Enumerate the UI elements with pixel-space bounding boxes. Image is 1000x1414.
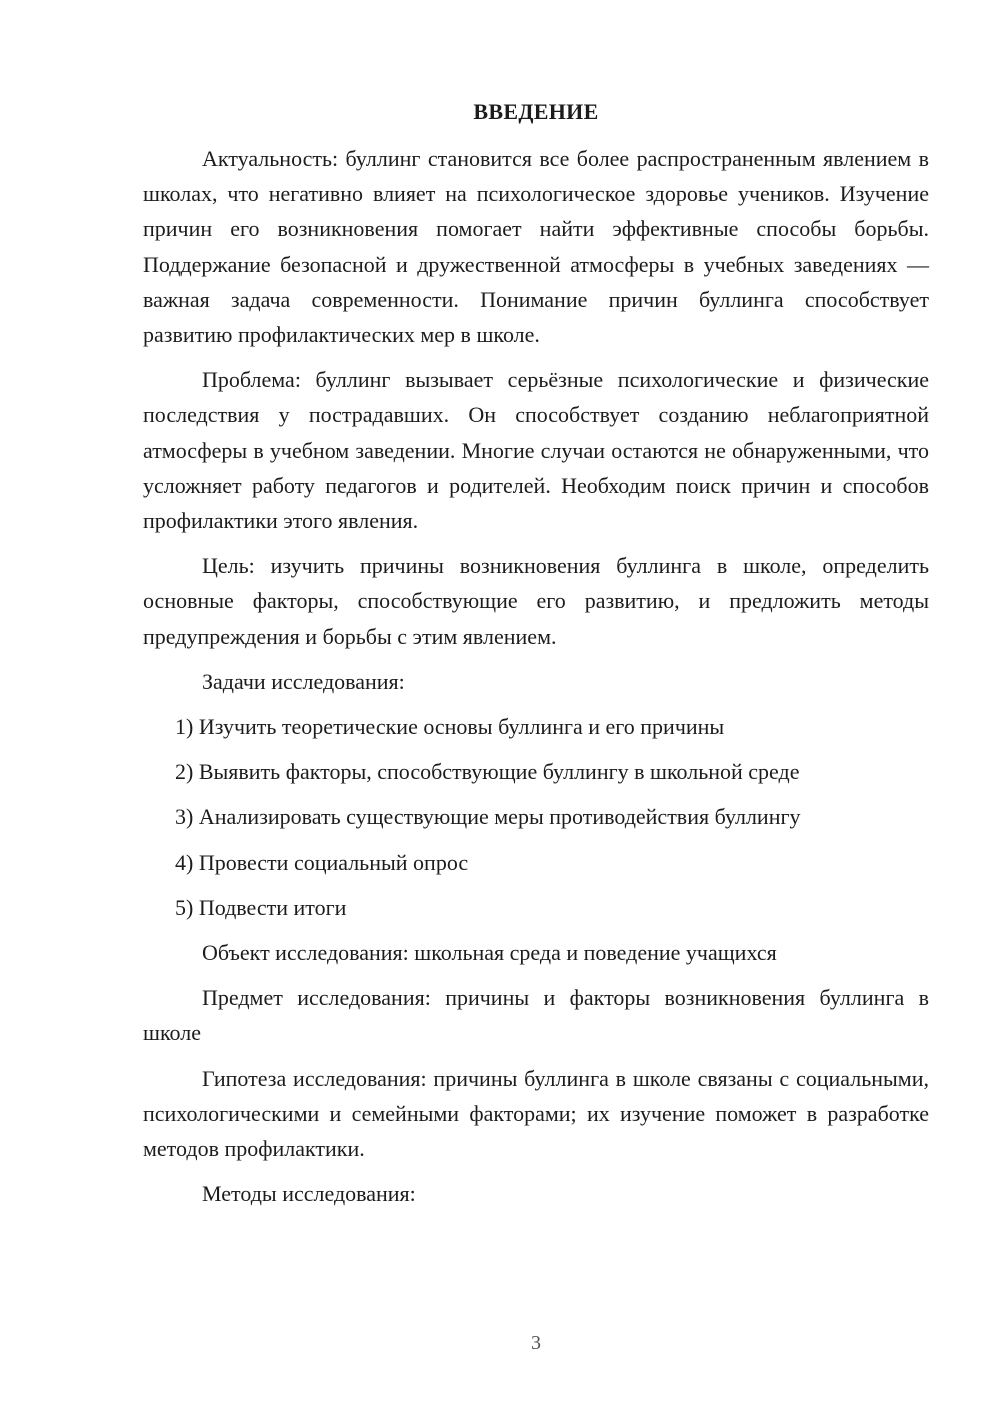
paragraph-goal: Цель: изучить причины возникновения буллинга в школе, определить основные факторы, способствующие его развитию, и предложить методы предупреждения и борьбы с этим явлением. [143, 553, 929, 649]
list-item: 3) Анализировать существующие меры противодействия буллингу [175, 804, 801, 830]
list-item: 4) Провести социальный опрос [175, 849, 469, 875]
list-item: 5) Подвести итоги [175, 894, 347, 920]
paragraph-problem: Проблема: буллинг вызывает серьёзные психологические и физические последствия у пострадавших. Он способствует созданию неблагоприятной атмосферы в учебном заведении. Многие случаи остаются не обнаруженными, что усложняет работу педагогов и родителей. Необходим поиск причин и способов профилактики этого явления. [143, 367, 929, 534]
page-number: 3 [531, 1332, 541, 1354]
paragraph-subject: Предмет исследования: причины и факторы возникновения буллинга в школе [143, 985, 929, 1046]
list-item: 1) Изучить теоретические основы буллинга и его причины [175, 714, 725, 740]
section-title: ВВЕДЕНИЕ [473, 99, 599, 124]
paragraph-object: Объект исследования: школьная среда и поведение учащихся [202, 940, 777, 966]
paragraph-relevance: Актуальность: буллинг становится все более распространенным явлением в школах, что негативно влияет на психологическое здоровье учеников. Изучение причин его возникновения помогает найти эффективные способы борьбы. Поддержание безопасной и дружественной атмосферы в учебных заведениях — важная задача современности. Понимание причин буллинга способствует развитию профилактических мер в школе. [143, 146, 929, 348]
page-body [143, 94, 929, 1221]
list-item: 2) Выявить факторы, способствующие буллингу в школьной среде [175, 759, 800, 785]
paragraph-hypothesis: Гипотеза исследования: причины буллинга в школе связаны с социальными, психологическими и семейными факторами; их изучение поможет в разработке методов профилактики. [143, 1065, 929, 1162]
methods-heading: Методы исследования: [202, 1181, 416, 1207]
tasks-list [143, 709, 929, 925]
tasks-heading: Задачи исследования: [202, 668, 405, 694]
